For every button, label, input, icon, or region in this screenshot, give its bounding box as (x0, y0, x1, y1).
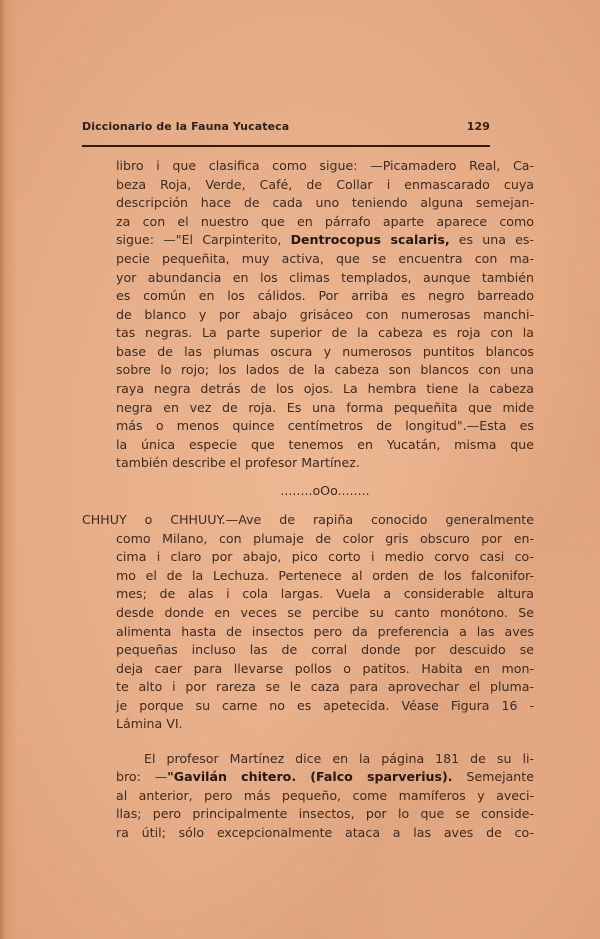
text-fragment: Semejante (452, 769, 534, 784)
text-line-with-species (116, 232, 534, 248)
text-fragment: bro: — (116, 769, 168, 784)
text-line: es común en los cálidos. Por arriba es negro barreado (116, 288, 534, 303)
text-line: negra en vez de roja. Es una forma pequeñita que mide (116, 400, 534, 415)
text-line: beza Roja, Verde, Café, de Collar i enmascarado cuya (116, 177, 534, 192)
text-line: más o menos quince centímetros de longitud".—Esta es (116, 418, 534, 433)
text-line: alimenta hasta de insectos pero da preferencia a las aves (116, 624, 534, 639)
text-line: pecie pequeñita, muy activa, que se encuentra con ma- (116, 251, 534, 266)
header-rule (82, 145, 490, 147)
text-line: de blanco y por abajo grisáceo con numerosas manchi- (116, 307, 534, 322)
text-fragment: sigue: —"El Carpinterito, (116, 232, 291, 247)
running-header (82, 120, 490, 133)
text-line: deja caer para llevarse pollos o patitos. Habita en mon- (116, 661, 534, 676)
book-title: Diccionario de la Fauna Yucateca (82, 120, 290, 133)
text-line: za con el nuestro que en párrafo aparte aparece como (116, 214, 534, 229)
text-line: mo el de la Lechuza. Pertenece al orden de los falconifor- (116, 568, 534, 583)
text-line: El profesor Martínez dice en la página 181 de su li- (144, 751, 534, 766)
text-line: como Milano, con plumaje de color gris obscuro por en- (116, 531, 534, 546)
section-separator: ........oOo........ (280, 483, 370, 498)
text-line: desde donde en veces se percibe su canto monótono. Se (116, 605, 534, 620)
text-line: descripción hace de cada uno teniendo alguna semejan- (116, 195, 534, 210)
text-line-with-species (116, 769, 534, 785)
text-line: cima i claro por abajo, pico corto i medio corvo casi co- (116, 549, 534, 564)
text-fragment: es una es- (449, 232, 534, 247)
text-line: llas; pero principalmente insectos, por lo que se conside- (116, 806, 534, 821)
text-line: tas negras. La parte superior de la cabeza es roja con la (116, 325, 534, 340)
text-line: también describe el profesor Martínez. (116, 455, 360, 470)
text-line: te alto i por rareza se le caza para aprovechar el pluma- (116, 679, 534, 694)
text-line: je porque su carne no es apetecida. Véase Figura 16 - (116, 698, 534, 713)
text-line: raya negra detrás de los ojos. La hembra tiene la cabeza (116, 381, 534, 396)
text-line: libro i que clasifica como sigue: —Picamadero Real, Ca- (116, 158, 534, 173)
text-line: Lámina VI. (116, 716, 183, 731)
text-line: al anterior, pero más pequeño, come mamíferos y aveci- (116, 788, 534, 803)
species-name: Dentrocopus scalaris, (290, 232, 450, 247)
species-name: "Gavilán chitero. (Falco sparverius). (167, 769, 453, 784)
text-line: mes; de alas i cola largas. Vuela a considerable altura (116, 586, 534, 601)
text-line: sobre lo rojo; los lados de la cabeza son blancos con una (116, 362, 534, 377)
text-line: base de las plumas oscura y numerosos puntitos blancos (116, 344, 534, 359)
entry-headword-line: CHHUY o CHHUUY.—Ave de rapiña conocido generalmente (82, 512, 534, 527)
page-number: 129 (466, 120, 490, 133)
text-line: la única especie que tenemos en Yucatán, misma que (116, 437, 534, 452)
text-line: yor abundancia en los climas templados, aunque también (116, 270, 534, 285)
text-line: ra útil; sólo excepcionalmente ataca a las aves de co- (116, 825, 534, 840)
text-line: pequeñas incluso las de corral donde por descuido se (116, 642, 534, 657)
